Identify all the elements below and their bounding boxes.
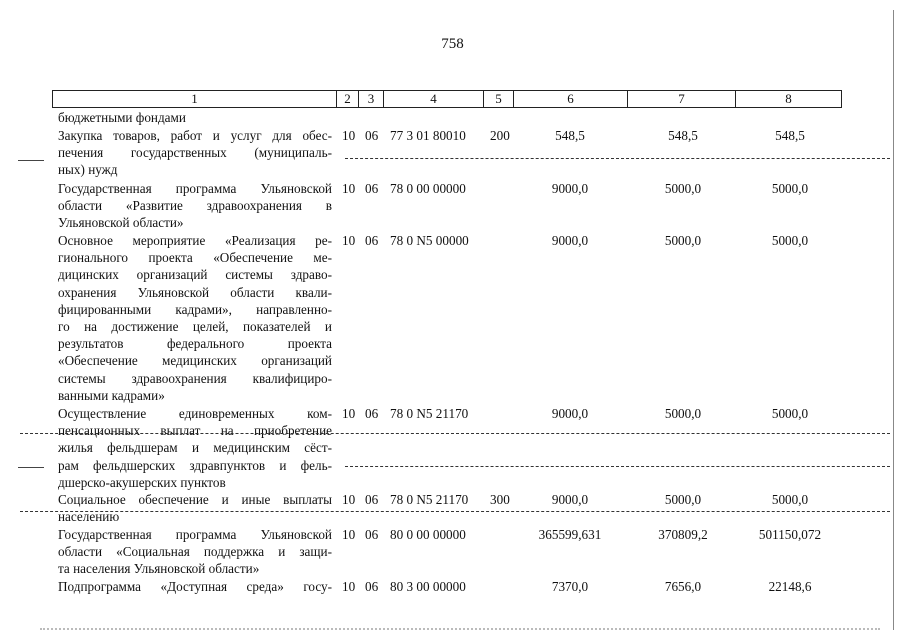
- row-text-line: населению: [58, 509, 120, 525]
- header-col-6: 6: [514, 90, 628, 108]
- cell-section: 10: [342, 181, 356, 196]
- row-text-line: Подпрограмма «Доступная среда» госу-: [58, 579, 332, 594]
- table-row: [58, 180, 332, 232]
- cell-target-article: 80 3 00 00000: [390, 579, 466, 594]
- row-text-line: системы здравоохранения квалифициро-: [58, 370, 332, 386]
- page-number: 758: [441, 36, 464, 52]
- row-text-line: результатов федерального проекта: [58, 336, 332, 352]
- cell-subsection: 06: [365, 128, 379, 143]
- row-text-line: «Обеспечение медицинских организаций: [58, 353, 332, 369]
- cell-amount-col6: 548,5: [555, 128, 585, 143]
- row-text-line: печения государственных (муниципаль-: [58, 145, 332, 161]
- cell-amount-col8: 5000,0: [771, 233, 809, 248]
- table-row: [58, 405, 332, 491]
- cell-expense-type: 200: [490, 128, 510, 143]
- cell-amount-col6: 7370,0: [551, 579, 589, 594]
- cell-target-article: 78 0 N5 00000: [390, 233, 469, 248]
- cell-amount-col6: 365599,631: [538, 527, 602, 542]
- cell-target-article: 78 0 N5 21170: [390, 406, 469, 421]
- row-text-line: дшерско-акушерских пунктов: [58, 474, 226, 490]
- row-text-line: Закупка товаров, работ и услуг для обес-: [58, 128, 332, 143]
- table-row: [58, 232, 332, 404]
- row-text-line: Социальное обеспечение и иные выплаты: [58, 492, 332, 507]
- cell-amount-col7: 5000,0: [664, 406, 702, 421]
- scan-line: [20, 433, 890, 434]
- row-text-line: Государственная программа Ульяновской: [58, 527, 332, 542]
- cell-amount-col7: 7656,0: [664, 579, 702, 594]
- cell-amount-col7: 5000,0: [664, 233, 702, 248]
- cell-section: 10: [342, 406, 356, 421]
- row-text-line: Осуществление единовременных ком-: [58, 406, 332, 421]
- table-row: [58, 127, 332, 179]
- cell-amount-col8: 5000,0: [771, 406, 809, 421]
- cell-section: 10: [342, 579, 356, 594]
- cell-subsection: 06: [365, 233, 379, 248]
- cell-subsection: 06: [365, 527, 379, 542]
- cell-amount-col6: 9000,0: [551, 492, 589, 507]
- cell-subsection: 06: [365, 406, 379, 421]
- row-text-line: фицированными кадрами», направленно-: [58, 301, 332, 317]
- row-text-line: ванными кадрами»: [58, 387, 165, 403]
- header-col-1: 1: [52, 90, 337, 108]
- cell-amount-col8: 548,5: [775, 128, 805, 143]
- row-text-line: пенсационных выплат на приобретение: [58, 423, 332, 439]
- cell-target-article: 80 0 00 00000: [390, 527, 466, 542]
- table-row: [58, 526, 332, 578]
- cell-section: 10: [342, 492, 356, 507]
- cell-amount-col8: 22148,6: [768, 579, 812, 594]
- header-col-2: 2: [337, 90, 359, 108]
- row-text-line: го на достижение целей, показателей и: [58, 318, 332, 334]
- row-text-line: области «Развитие здравоохранения в: [58, 198, 332, 214]
- scan-line: [345, 466, 890, 467]
- cell-amount-col7: 548,5: [668, 128, 698, 143]
- header-col-3: 3: [359, 90, 384, 108]
- row-text-line: области «Социальная поддержка и защи-: [58, 544, 332, 560]
- cell-subsection: 06: [365, 579, 379, 594]
- cell-subsection: 06: [365, 181, 379, 196]
- scan-line: [20, 511, 890, 512]
- row-text-line: Основное мероприятие «Реализация ре-: [58, 233, 332, 248]
- cell-section: 10: [342, 128, 356, 143]
- header-col-4: 4: [384, 90, 484, 108]
- row-text-line: та населения Ульяновской области»: [58, 561, 260, 577]
- cell-amount-col6: 9000,0: [551, 406, 589, 421]
- cell-amount-col7: 5000,0: [664, 492, 702, 507]
- row-text-line: жилья фельдшерам и медицинским сёст-: [58, 440, 332, 456]
- cell-amount-col7: 5000,0: [664, 181, 702, 196]
- cell-amount-col8: 5000,0: [771, 492, 809, 507]
- cell-subsection: 06: [365, 492, 379, 507]
- table-row: [58, 578, 332, 595]
- row-text-line: рам фельдшерских здравпунктов и фель-: [58, 457, 332, 473]
- row-text-line: Ульяновской области»: [58, 215, 184, 231]
- cell-section: 10: [342, 233, 356, 248]
- scan-line: [18, 467, 44, 468]
- header-col-5: 5: [484, 90, 514, 108]
- row-text-line: ных) нужд: [58, 162, 118, 178]
- cell-amount-col7: 370809,2: [658, 527, 708, 542]
- page-border-right: [893, 10, 894, 630]
- row-text-line: гионального проекта «Обеспечение ме-: [58, 250, 332, 266]
- row-text-line: бюджетными фондами: [58, 110, 186, 125]
- cell-amount-col6: 9000,0: [551, 233, 589, 248]
- cell-amount-col8: 5000,0: [771, 181, 809, 196]
- table-row: [58, 491, 332, 525]
- header-col-8: 8: [736, 90, 842, 108]
- cell-target-article: 77 3 01 80010: [390, 128, 466, 143]
- scan-line: [40, 628, 880, 630]
- header-col-7: 7: [628, 90, 736, 108]
- cell-amount-col6: 9000,0: [551, 181, 589, 196]
- cell-amount-col8: 501150,072: [758, 527, 822, 542]
- row-text-line: охранения Ульяновской области квали-: [58, 284, 332, 300]
- cell-target-article: 78 0 00 00000: [390, 181, 466, 196]
- cell-expense-type: 300: [490, 492, 510, 507]
- row-text-line: дицинских организаций системы здраво-: [58, 267, 332, 283]
- cell-section: 10: [342, 527, 356, 542]
- table-row: [58, 109, 332, 126]
- cell-target-article: 78 0 N5 21170: [390, 492, 469, 507]
- row-text-line: Государственная программа Ульяновской: [58, 181, 332, 196]
- scan-line: [18, 160, 44, 161]
- scan-line: [345, 158, 890, 159]
